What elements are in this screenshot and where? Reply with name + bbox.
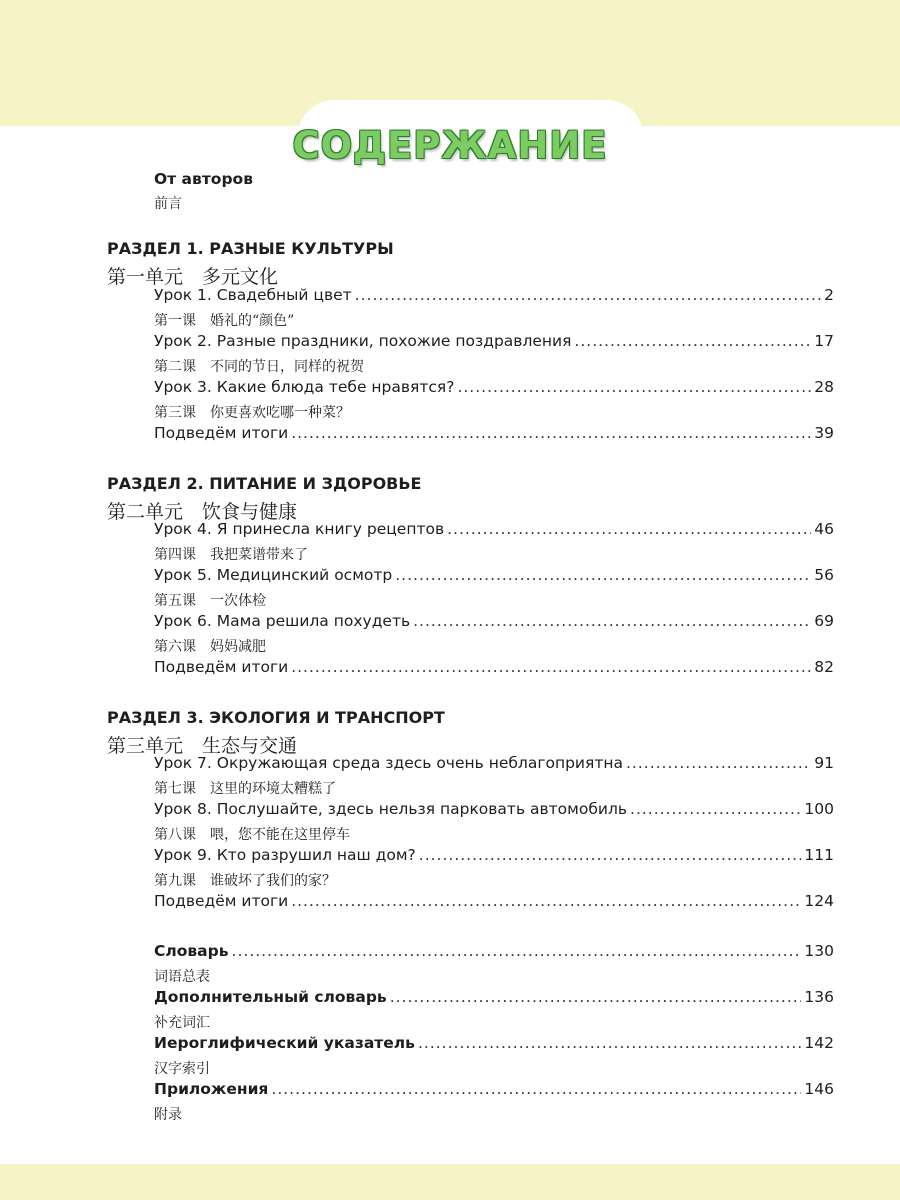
toc-entry-label: Иероглифический указатель: [154, 1034, 415, 1052]
unit-heading-1: 第一单元 多元文化: [107, 266, 279, 288]
toc-entry-label: Урок 2. Разные праздники, похожие поздравления: [154, 332, 572, 350]
toc-entry-zh: 第四课 我把菜谱带来了: [154, 547, 308, 563]
toc-entry-zh: 汉字索引: [154, 1061, 210, 1077]
toc-entry-label: Подведём итоги: [154, 892, 289, 910]
dot-leader: [291, 892, 801, 910]
toc-entry-lesson-4[interactable]: [154, 520, 834, 538]
toc-entry-summary-1[interactable]: [154, 424, 834, 442]
dot-leader: [418, 1034, 801, 1052]
dot-leader: [626, 754, 811, 772]
toc-entry-page: 111: [804, 846, 834, 864]
toc-entry-lesson-3[interactable]: [154, 378, 834, 396]
dot-leader: [447, 520, 811, 538]
toc-entry-label: Дополнительный словарь: [154, 988, 387, 1006]
toc-foreword-zh: [154, 193, 182, 213]
toc-foreword[interactable]: [154, 170, 253, 188]
toc-entry-page: 28: [814, 378, 834, 396]
toc-entry-zh: 第三课 你更喜欢吃哪一种菜？: [154, 405, 350, 421]
toc-entry-zh: 补充词汇: [154, 1015, 210, 1031]
toc-entry-lesson-7[interactable]: [154, 754, 834, 772]
toc-entry-zh: 第九课 谁破坏了我们的家？: [154, 873, 336, 889]
dot-leader: [413, 612, 811, 630]
toc-entry-zh: 第七课 这里的环境太糟糕了: [154, 781, 336, 797]
toc-entry-summary-3[interactable]: [154, 892, 834, 910]
toc-entry-page: 142: [804, 1034, 834, 1052]
toc-entry-page: 136: [804, 988, 834, 1006]
toc-entry-page: 39: [814, 424, 834, 442]
toc-entry-page: 146: [804, 1080, 834, 1098]
toc-entry-page: 17: [814, 332, 834, 350]
dot-leader: [232, 942, 802, 960]
toc-entry-zh: 第五课 一次体检: [154, 593, 266, 609]
toc-entry-label: Урок 7. Окружающая среда здесь очень неблагоприятна: [154, 754, 623, 772]
toc-entry-label: Урок 5. Медицинский осмотр: [154, 566, 393, 584]
toc-entry-page: 91: [814, 754, 834, 772]
toc-entry-page: 69: [814, 612, 834, 630]
section-heading-2: РАЗДЕЛ 2. ПИТАНИЕ И ЗДОРОВЬЕ: [107, 474, 422, 493]
toc-entry-page: 2: [824, 286, 834, 304]
toc-entry-lesson-8[interactable]: [154, 800, 834, 818]
toc-entry-label: Урок 3. Какие блюда тебе нравятся?: [154, 378, 455, 396]
toc-entry-zh: 附录: [154, 1107, 182, 1123]
toc-entry-dictionary[interactable]: [154, 942, 834, 960]
toc-entry-character-index[interactable]: [154, 1034, 834, 1052]
dot-leader: [395, 566, 811, 584]
toc-entry-lesson-5[interactable]: [154, 566, 834, 584]
dot-leader: [291, 424, 811, 442]
toc-entry-summary-2[interactable]: [154, 658, 834, 676]
dot-leader: [355, 286, 821, 304]
dot-leader: [419, 846, 802, 864]
toc-entry-label: Приложения: [154, 1080, 269, 1098]
toc-entry-zh: 第一课 婚礼的“颜色”: [154, 313, 295, 329]
toc-entry-label: Урок 1. Свадебный цвет: [154, 286, 352, 304]
section-heading-1: РАЗДЕЛ 1. РАЗНЫЕ КУЛЬТУРЫ: [107, 239, 394, 258]
toc-entry-page: 56: [814, 566, 834, 584]
dot-leader: [271, 1080, 801, 1098]
dot-leader: [291, 658, 811, 676]
toc-entry-label: От авторов: [154, 170, 254, 188]
toc-entry-page: 82: [814, 658, 834, 676]
toc-entry-appendices[interactable]: [154, 1080, 834, 1098]
dot-leader: [390, 988, 802, 1006]
toc-entry-label: Подведём итоги: [154, 658, 289, 676]
toc-entry-zh: 前言: [154, 196, 182, 212]
unit-heading-2: 第二单元 饮食与健康: [107, 501, 298, 523]
toc-entry-label: Урок 6. Мама решила похудеть: [154, 612, 411, 630]
toc-entry-zh: 第二课 不同的节日，同样的祝贺: [154, 359, 364, 375]
toc-entry-lesson-6[interactable]: [154, 612, 834, 630]
toc-entry-lesson-9[interactable]: [154, 846, 834, 864]
page-title: СОДЕРЖАНИЕ: [292, 124, 608, 167]
dot-leader: [574, 332, 811, 350]
toc-entry-label: Урок 8. Послушайте, здесь нельзя парковать автомобиль: [154, 800, 628, 818]
toc-entry-page: 130: [804, 942, 834, 960]
toc-entry-lesson-1[interactable]: [154, 286, 834, 304]
toc-entry-zh: 第八课 喂，您不能在这里停车: [154, 827, 350, 843]
unit-heading-3: 第三单元 生态与交通: [107, 735, 298, 757]
dot-leader: [630, 800, 801, 818]
toc-entry-label: Урок 4. Я принесла книгу рецептов: [154, 520, 445, 538]
toc-entry-lesson-2[interactable]: [154, 332, 834, 350]
toc-entry-zh: 词语总表: [154, 969, 210, 985]
toc-entry-label: Словарь: [154, 942, 229, 960]
toc-entry-page: 100: [804, 800, 834, 818]
toc-entry-label: Подведём итоги: [154, 424, 289, 442]
toc-entry-label: Урок 9. Кто разрушил наш дом?: [154, 846, 416, 864]
toc-entry-extra-dictionary[interactable]: [154, 988, 834, 1006]
toc-entry-page: 46: [814, 520, 834, 538]
toc-entry-page: 124: [804, 892, 834, 910]
dot-leader: [457, 378, 811, 396]
toc-entry-zh: 第六课 妈妈减肥: [154, 639, 266, 655]
section-heading-3: РАЗДЕЛ 3. ЭКОЛОГИЯ И ТРАНСПОРТ: [107, 708, 445, 727]
